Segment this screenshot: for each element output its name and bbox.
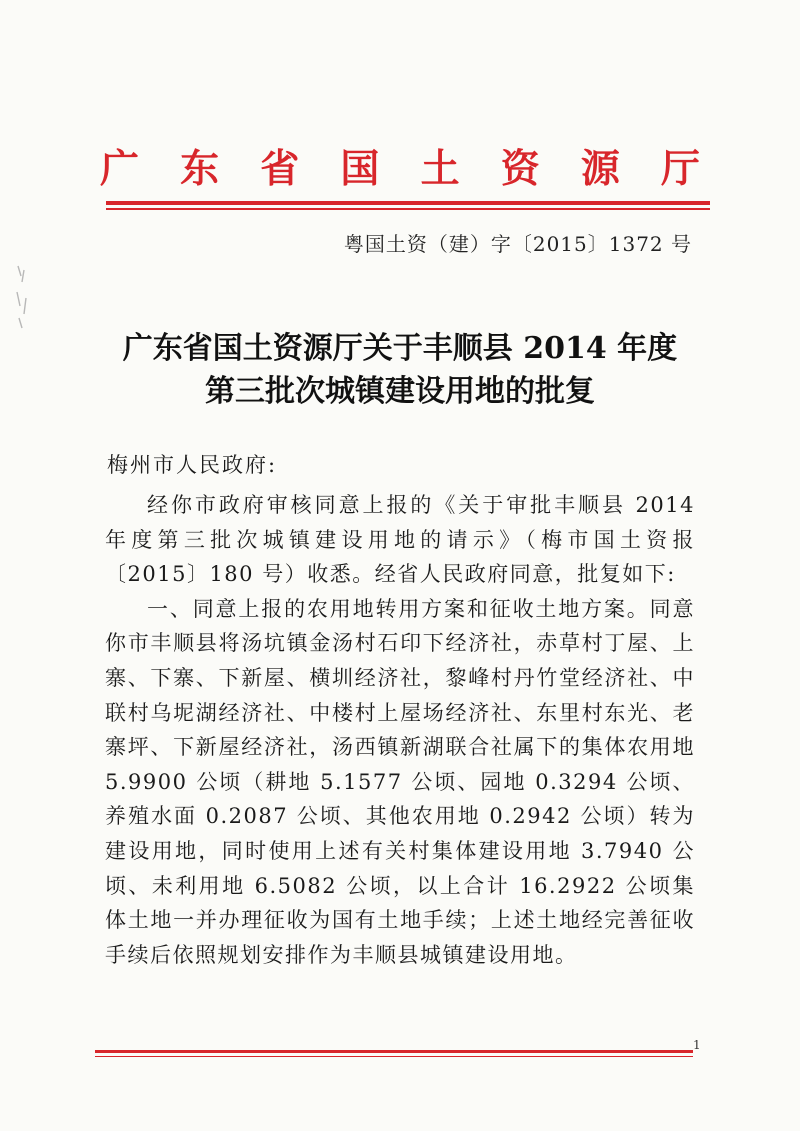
agency-char: 资 xyxy=(500,146,540,192)
document-body xyxy=(105,488,695,972)
header-rule-thin xyxy=(106,208,710,210)
agency-char: 东 xyxy=(180,146,220,192)
agency-char: 广 xyxy=(100,146,140,192)
agency-char: 省 xyxy=(260,146,300,192)
agency-char: 土 xyxy=(420,146,460,192)
footer-rule-thin xyxy=(95,1056,693,1057)
agency-header xyxy=(100,138,700,194)
body-paragraph: 经你市政府审核同意上报的《关于审批丰顺县 2014 年度第三批次城镇建设用地的请示》（梅市国土资报〔2015〕180 号）收悉。经省人民政府同意，批复如下: xyxy=(105,493,695,587)
document-number: 粤国土资（建）字〔2015〕1372 号 xyxy=(343,232,692,256)
agency-char: 厅 xyxy=(660,146,700,192)
addressee: 梅州市人民政府: xyxy=(107,453,278,477)
scan-margin-marks xyxy=(12,262,42,332)
header-rule-thick xyxy=(106,201,710,205)
body-paragraph: 一、同意上报的农用地转用方案和征收土地方案。同意你市丰顺县将汤坑镇金汤村石印下经济社，赤草村丁屋、上寨、下寨、下新屋、横圳经济社，黎峰村丹竹堂经济社、中联村乌坭湖经济社、中楼村上屋场经济社、东里村东光、老寨坪、下新屋经济社，汤西镇新湖联合社属下的集体农用地 5.9900 公顷（耕地 5.1577 公顷、园地 0.3294 公顷、养殖水面 0.2087 公顷、其他农用地 0.2942 公顷）转为建设用地，同时使用上述有关村集体建设用地 3.7940 公顷、未利用地 6.5082 公顷，以上合计 16.2922 公顷集体土地一并办理征收为国有土地手续；上述土地经完善征收手续后依照规划安排作为丰顺县城镇建设用地。 xyxy=(105,596,695,967)
agency-char: 国 xyxy=(340,146,380,192)
document-title-line-1: 广东省国土资源厅关于丰顺县 2014 年度 xyxy=(122,331,678,366)
document-title-line-2: 第三批次城镇建设用地的批复 xyxy=(205,374,595,409)
page-number: 1 xyxy=(693,1038,701,1052)
agency-char: 源 xyxy=(580,146,620,192)
footer-rule-thick xyxy=(95,1050,693,1053)
document-title xyxy=(80,327,720,413)
